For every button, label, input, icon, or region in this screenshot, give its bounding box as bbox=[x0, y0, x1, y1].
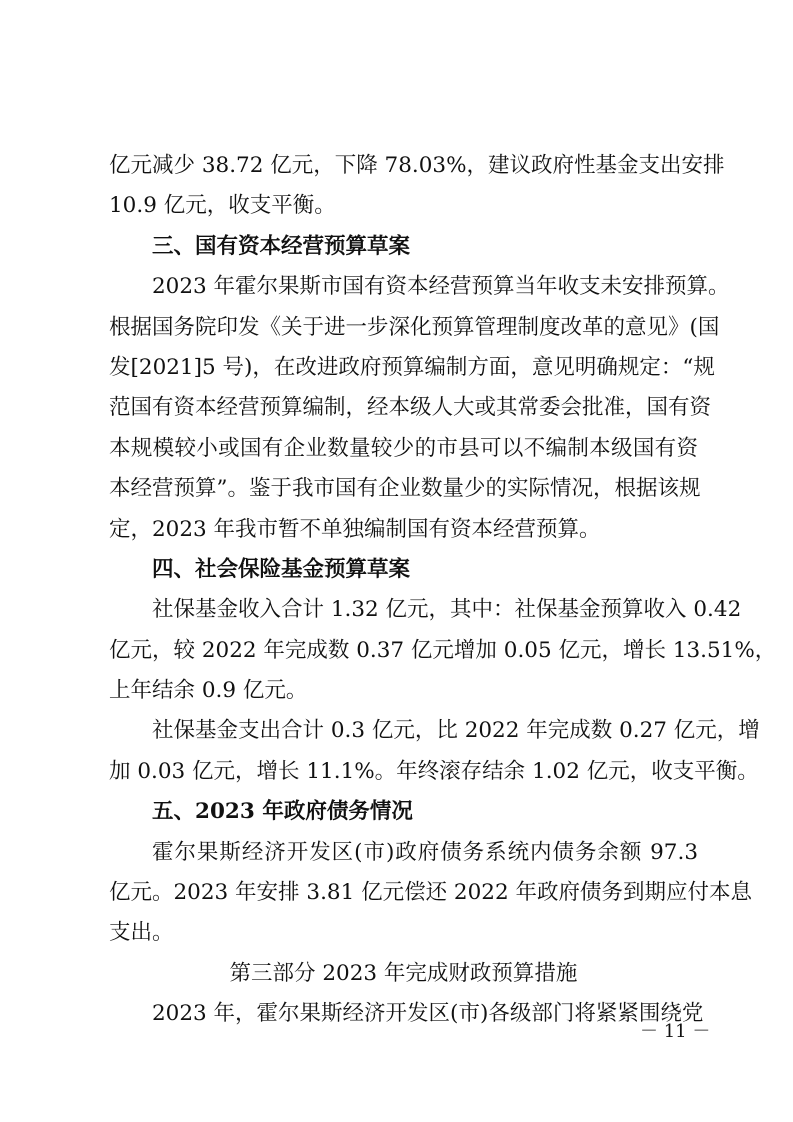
paragraph-line: 社保基金支出合计 0.3 亿元，比 2022 年完成数 0.27 亿元，增 bbox=[152, 718, 760, 743]
paragraph-line: 10.9 亿元，收支平衡。 bbox=[109, 193, 336, 218]
section-heading: 四、社会保险基金预算草案 bbox=[152, 557, 411, 582]
paragraph-line: 2023 年，霍尔果斯经济开发区(市)各级部门将紧紧围绕党 bbox=[152, 1001, 704, 1026]
paragraph-line: 亿元，较 2022 年完成数 0.37 亿元增加 0.05 亿元，增长 13.51%， bbox=[109, 638, 777, 663]
paragraph-line: 本规模较小或国有企业数量较少的市县可以不编制本级国有资 bbox=[109, 436, 698, 461]
paragraph-line: 加 0.03 亿元，增长 11.1%。年终滚存结余 1.02 亿元，收支平衡。 bbox=[109, 759, 759, 784]
paragraph-line: 霍尔果斯经济开发区(市)政府债务系统内债务余额 97.3 bbox=[152, 840, 698, 865]
paragraph-line: 上年结余 0.9 亿元。 bbox=[109, 678, 308, 703]
paragraph-line: 亿元减少 38.72 亿元，下降 78.03%，建议政府性基金支出安排 bbox=[109, 153, 725, 178]
paragraph-line: 本经营预算”。鉴于我市国有企业数量少的实际情况，根据该规 bbox=[109, 476, 701, 501]
paragraph-line: 2023 年霍尔果斯市国有资本经营预算当年收支未安排预算。 bbox=[152, 274, 730, 299]
paragraph-line: 定，2023 年我市暂不单独编制国有资本经营预算。 bbox=[109, 517, 601, 542]
section-heading: 三、国有资本经营预算草案 bbox=[152, 234, 411, 259]
paragraph-line: 社保基金收入合计 1.32 亿元，其中：社保基金预算收入 0.42 bbox=[152, 597, 742, 622]
paragraph-line: 支出。 bbox=[109, 920, 174, 945]
paragraph-line: 根据国务院印发《关于进一步深化预算管理制度改革的意见》(国 bbox=[109, 315, 720, 340]
part-heading: 第三部分 2023 年完成财政预算措施 bbox=[229, 961, 578, 986]
paragraph-line: 亿元。2023 年安排 3.81 亿元偿还 2022 年政府债务到期应付本息 bbox=[109, 880, 752, 905]
page-number: － 11 － bbox=[640, 1021, 711, 1042]
paragraph-line: 范国有资本经营预算编制，经本级人大或其常委会批准，国有资 bbox=[109, 395, 712, 420]
section-heading: 五、2023 年政府债务情况 bbox=[152, 799, 413, 824]
paragraph-line: 发[2021]5 号)，在改进政府预算编制方面，意见明确规定：“规 bbox=[109, 355, 715, 380]
